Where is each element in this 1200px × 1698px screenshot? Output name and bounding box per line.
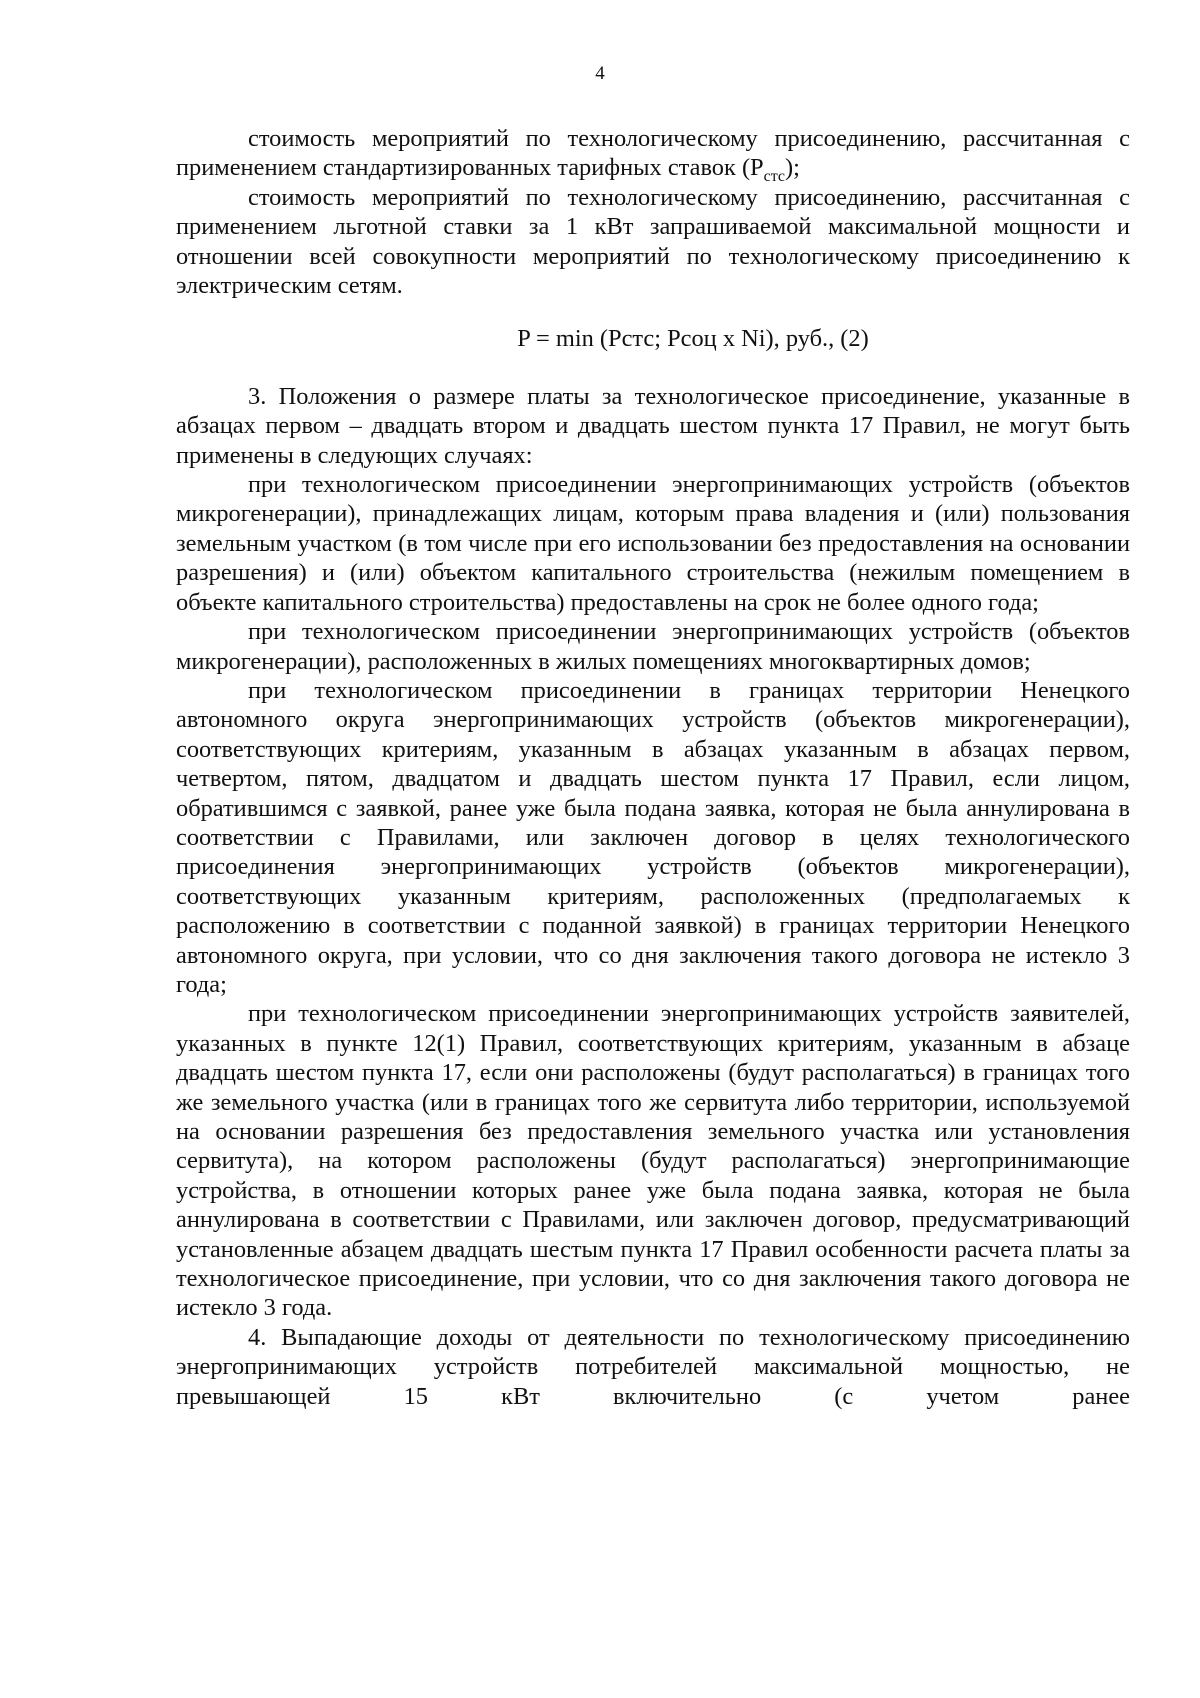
paragraph-cost-standard-rates — [176, 124, 1130, 186]
paragraph-case-same-land-plot: при технологическом присоединении энергопринимающих устройств заявителей, указанных в пункте 12(1) Правил, соответствующих критериям, указанным в абзаце двадцать шестом пункта 17, если они расположены (будут располагаться) в границах того же земельного участка (или в границах того же сервитута либо территории, используемой на основании разрешения без предоставления земельного участка или установления сервитута), на котором расположены (будут располагаться) энергопринимающие устройства, в отношении которых ранее уже была подана заявка, которая не была аннулирована в соответствии с Правилами, или заключен договор, предусматривающий установленные абзацем двадцать шестым пункта 17 Правил особенности расчета платы за технологическое присоединение, при условии, что со дня заключения такого договора не истекло 3 года. — [176, 1000, 1130, 1322]
paragraph-case-nenets-okrug: при технологическом присоединении в границах территории Ненецкого автономного округа энергопринимающих устройств (объектов микрогенерации), соответствующих критериям, указанным в абзацах указанным в абзацах первом, четвертом, пятом, двадцатом и двадцать шестом пункта 17 Правил, если лицом, обратившимся с заявкой, ранее уже была подана заявка, которая не была аннулирована в соответствии с Правилами, или заключен договор в целях технологического присоединения энергопринимающих устройств (объектов микрогенерации), соответствующих указанным критериям, расположенных (предполагаемых к расположению в соответствии с поданной заявкой) в границах территории Ненецкого автономного округа, при условии, что со дня заключения такого договора не истекло 3 года; — [176, 676, 1130, 998]
document-body — [176, 124, 1130, 1411]
paragraph-text: стоимость мероприятий по технологическому присоединению, рассчитанная с применением стандартизированных тарифных ставок (P — [176, 125, 1130, 182]
paragraph-section-4: 4. Выпадающие доходы от деятельности по технологическому присоединению энергопринимающих устройств потребителей максимальной мощностью, не превышающей 15 кВт включительно (с учетом ранее — [176, 1323, 1130, 1410]
paragraph-tail: ); — [785, 154, 800, 182]
page-number: 4 — [595, 63, 605, 84]
paragraph-cost-preferential-rate: стоимость мероприятий по технологическому присоединению, рассчитанная с применением льготной ставки за 1 кВт запрашиваемой максимальной мощности и отношении всей совокупности мероприятий по технологическому присоединению к электрическим сетям. — [176, 183, 1130, 300]
paragraph-section-3: 3. Положения о размере платы за технологическое присоединение, указанные в абзацах первом – двадцать втором и двадцать шестом пункта 17 Правил, не могут быть применены в следующих случаях: — [176, 382, 1130, 469]
paragraph-case-apartment-buildings: при технологическом присоединении энергопринимающих устройств (объектов микрогенерации), расположенных в жилых помещениях многоквартирных домов; — [176, 618, 1130, 675]
formula-2: P = min (Pстс; Pсоц x Ni), руб., (2) — [517, 325, 869, 353]
paragraph-case-short-term-land: при технологическом присоединении энергопринимающих устройств (объектов микрогенерации), принадлежащих лицам, которым права владения и (или) пользования земельным участком (в том числе при его использовании без предоставления на основании разрешения) и (или) объектом капитального строительства (нежилым помещением в объекте капитального строительства) предоставлены на срок не более одного года; — [176, 471, 1130, 616]
subscript-stс: стс — [763, 168, 786, 186]
